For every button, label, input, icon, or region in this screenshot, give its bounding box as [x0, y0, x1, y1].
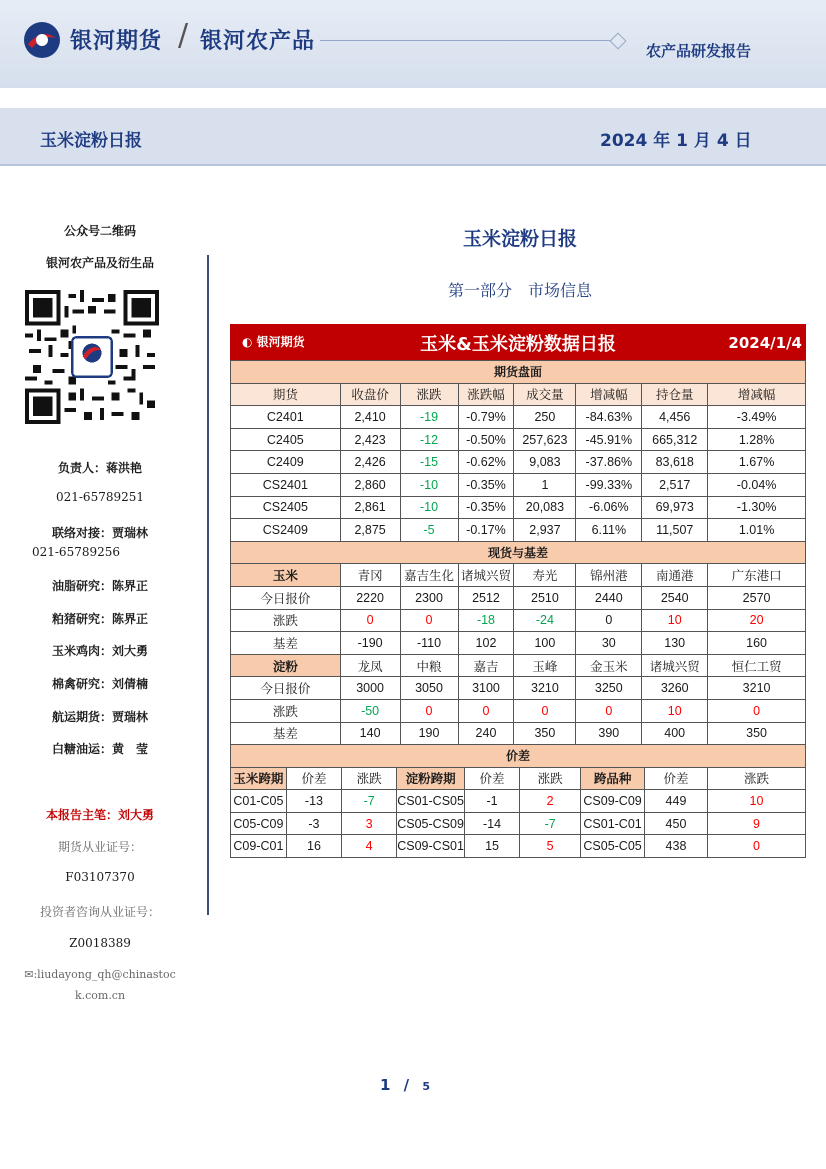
table-cell: -0.35%: [458, 473, 514, 496]
table-cell: 16: [286, 835, 341, 858]
table-cell: -13: [286, 790, 341, 813]
sub-brand-name: 银河农产品: [200, 29, 316, 54]
table-cell: 2,426: [340, 451, 400, 474]
table-cell: 诸城兴贸: [642, 654, 708, 677]
table-cell: 350: [708, 722, 806, 745]
table-cell: 寿光: [514, 564, 576, 587]
table-cell: 0: [576, 699, 642, 722]
starch-row: [231, 722, 806, 745]
table-cell: 2440: [576, 586, 642, 609]
table-cell: 30: [576, 632, 642, 655]
starch-row: [231, 677, 806, 700]
table-cell: 100: [514, 632, 576, 655]
email-line2[interactable]: k.com.cn: [74, 989, 126, 1002]
table-cell: 390: [576, 722, 642, 745]
table-cell: 0: [576, 609, 642, 632]
table-cell: 涨跌: [520, 767, 581, 790]
table-cell: 3100: [458, 677, 514, 700]
table-cell: 今日报价: [231, 677, 341, 700]
banner-date: 2024/1/4: [728, 334, 802, 352]
table-cell: 400: [642, 722, 708, 745]
section-header-spread: [231, 745, 806, 768]
galaxy-logo-icon: [22, 20, 62, 60]
table-cell: -5: [400, 519, 458, 542]
table-cell: 2220: [340, 586, 400, 609]
spread-row: [231, 790, 806, 813]
table-cell: 240: [458, 722, 514, 745]
table-cell: 2,875: [340, 519, 400, 542]
table-cell: 3260: [642, 677, 708, 700]
table-cell: 0: [458, 699, 514, 722]
table-cell: -84.63%: [576, 406, 642, 429]
table-cell: 3050: [400, 677, 458, 700]
futures-row: [231, 406, 806, 429]
table-cell: 嘉吉: [458, 654, 514, 677]
table-cell: 15: [464, 835, 519, 858]
table-cell: -3: [286, 812, 341, 835]
table-cell: -99.33%: [576, 473, 642, 496]
table-cell: 4: [342, 835, 397, 858]
table-cell: 价差: [645, 767, 708, 790]
table-cell: 10: [707, 790, 805, 813]
email-line1[interactable]: ✉:liudayong_qh@chinastoc: [24, 968, 176, 981]
table-cell: 淀粉跨期: [397, 767, 465, 790]
starch-header-row: [231, 654, 806, 677]
contact-oil: 油脂研究：陈界正: [51, 579, 149, 593]
contact-phone: 021-65789251: [55, 490, 145, 504]
table-cell: -0.35%: [458, 496, 514, 519]
table-cell: 基差: [231, 722, 341, 745]
table-cell: -0.50%: [458, 428, 514, 451]
table-cell: 2,423: [340, 428, 400, 451]
table-cell: -0.62%: [458, 451, 514, 474]
contact-corn: 玉米鸡肉：刘大勇: [51, 644, 149, 658]
spread-header-row: [231, 767, 806, 790]
table-cell: 涨跌: [231, 699, 341, 722]
table-cell: 2570: [708, 586, 806, 609]
table-cell: 2510: [514, 586, 576, 609]
table-cell: -24: [514, 609, 576, 632]
table-cell: CS2401: [231, 473, 341, 496]
table-cell: -12: [400, 428, 458, 451]
table-cell: 190: [400, 722, 458, 745]
report-type: 农产品研发报告: [646, 42, 752, 60]
table-cell: 3000: [340, 677, 400, 700]
table-cell: 2512: [458, 586, 514, 609]
table-cell: 持仓量: [642, 383, 708, 406]
table-cell: C2401: [231, 406, 341, 429]
table-cell: 锦州港: [576, 564, 642, 587]
table-cell: -190: [340, 632, 400, 655]
table-cell: 20,083: [514, 496, 576, 519]
table-cell: 价差: [286, 767, 341, 790]
table-cell: C2409: [231, 451, 341, 474]
table-cell: 2,861: [340, 496, 400, 519]
starch-row: [231, 699, 806, 722]
table-cell: C01-C05: [231, 790, 287, 813]
table-cell: -19: [400, 406, 458, 429]
qr-title: 公众号二维码: [63, 224, 136, 238]
table-cell: 2: [520, 790, 581, 813]
table-cell: 2,860: [340, 473, 400, 496]
author: 本报告主笔：刘大勇: [45, 808, 154, 822]
table-cell: 恒仁工贸: [708, 654, 806, 677]
table-cell: 增减幅: [708, 383, 806, 406]
data-banner: [230, 324, 806, 360]
table-cell: C09-C01: [231, 835, 287, 858]
table-cell: 6.11%: [576, 519, 642, 542]
table-cell: -45.91%: [576, 428, 642, 451]
table-cell: 5: [520, 835, 581, 858]
table-cell: 1.67%: [708, 451, 806, 474]
report-title: 玉米淀粉日报: [40, 131, 142, 151]
table-cell: 4,456: [642, 406, 708, 429]
table-cell: CS05-C05: [581, 835, 645, 858]
main-title: 玉米淀粉日报: [462, 228, 577, 250]
table-cell: -0.17%: [458, 519, 514, 542]
table-cell: 257,623: [514, 428, 576, 451]
table-cell: 250: [514, 406, 576, 429]
contact-sugar: 白糖油运：黄 莹: [51, 742, 149, 756]
table-cell: 0: [340, 609, 400, 632]
table-cell: 350: [514, 722, 576, 745]
table-cell: -10: [400, 496, 458, 519]
futures-row: [231, 451, 806, 474]
futures-row: [231, 519, 806, 542]
table-cell: -0.79%: [458, 406, 514, 429]
table-cell: 价差: [231, 745, 806, 768]
contact-head: 负责人：蒋洪艳: [57, 461, 143, 475]
spread-table: [230, 744, 806, 858]
corn-header-row: [231, 564, 806, 587]
table-cell: 3210: [514, 677, 576, 700]
table-cell: 0: [514, 699, 576, 722]
table-cell: CS09-CS01: [397, 835, 465, 858]
header-rule: [320, 40, 620, 41]
table-cell: -18: [458, 609, 514, 632]
brand-name: 银河期货: [70, 29, 163, 54]
table-cell: 449: [645, 790, 708, 813]
table-cell: -110: [400, 632, 458, 655]
contact-meal: 粕猪研究：陈界正: [51, 612, 149, 626]
table-cell: 价差: [464, 767, 519, 790]
section-header-futures: [231, 361, 806, 384]
table-cell: 0: [400, 699, 458, 722]
spread-row: [231, 835, 806, 858]
page-number: 1 / 5: [380, 1076, 431, 1094]
table-cell: 83,618: [642, 451, 708, 474]
table-cell: -1: [464, 790, 519, 813]
table-cell: -0.04%: [708, 473, 806, 496]
table-cell: 增减幅: [576, 383, 642, 406]
futures-row: [231, 473, 806, 496]
table-cell: 2300: [400, 586, 458, 609]
corn-row: [231, 609, 806, 632]
table-cell: 1: [514, 473, 576, 496]
table-cell: 160: [708, 632, 806, 655]
section-heading: 第一部分 市场信息: [447, 281, 592, 300]
table-cell: 嘉吉生化: [400, 564, 458, 587]
table-cell: 1.01%: [708, 519, 806, 542]
table-cell: CS05-CS09: [397, 812, 465, 835]
table-cell: 20: [708, 609, 806, 632]
table-cell: 130: [642, 632, 708, 655]
header-row: [231, 383, 806, 406]
table-cell: 基差: [231, 632, 341, 655]
corn-row: [231, 632, 806, 655]
invest-cert: Z0018389: [69, 936, 131, 950]
section-header-spot: [231, 541, 806, 564]
table-cell: 金玉米: [576, 654, 642, 677]
table-cell: 9: [707, 812, 805, 835]
contact-shipping: 航运期货：贾瑞林: [51, 710, 149, 724]
table-cell: -10: [400, 473, 458, 496]
contact-phone: 021-65789256: [31, 545, 121, 559]
table-cell: -50: [340, 699, 400, 722]
sidebar-divider: [207, 255, 209, 915]
table-cell: 665,312: [642, 428, 708, 451]
table-cell: 涨跌: [231, 609, 341, 632]
table-cell: 10: [642, 699, 708, 722]
table-cell: 南通港: [642, 564, 708, 587]
table-cell: -6.06%: [576, 496, 642, 519]
table-cell: 今日报价: [231, 586, 341, 609]
spread-row: [231, 812, 806, 835]
table-cell: -7: [520, 812, 581, 835]
brand-divider: /: [178, 18, 189, 53]
invest-cert-label: 投资者咨询从业证号：: [39, 905, 160, 919]
table-cell: 140: [340, 722, 400, 745]
table-cell: -3.49%: [708, 406, 806, 429]
table-cell: 广东港口: [708, 564, 806, 587]
table-cell: -15: [400, 451, 458, 474]
table-cell: 3250: [576, 677, 642, 700]
banner-title: 玉米&玉米淀粉数据日报: [420, 334, 616, 355]
table-cell: 现货与基差: [231, 541, 806, 564]
table-cell: -14: [464, 812, 519, 835]
table-cell: 11,507: [642, 519, 708, 542]
table-cell: 收盘价: [340, 383, 400, 406]
table-cell: 龙凤: [340, 654, 400, 677]
contact-cotton: 棉禽研究：刘倩楠: [51, 677, 149, 691]
table-cell: 青冈: [340, 564, 400, 587]
qr-code-icon: [24, 290, 160, 424]
table-cell: CS2409: [231, 519, 341, 542]
table-cell: 0: [708, 699, 806, 722]
table-cell: 中粮: [400, 654, 458, 677]
table-cell: 2540: [642, 586, 708, 609]
table-cell: 450: [645, 812, 708, 835]
table-cell: 3: [342, 812, 397, 835]
table-cell: 2,517: [642, 473, 708, 496]
futures-cert: F03107370: [65, 870, 135, 884]
contact-liaison: 联络对接：贾瑞林: [51, 526, 149, 540]
table-cell: 2,937: [514, 519, 576, 542]
table-cell: 1.28%: [708, 428, 806, 451]
table-cell: 玉峰: [514, 654, 576, 677]
table-cell: 期货盘面: [231, 361, 806, 384]
table-cell: 0: [707, 835, 805, 858]
table-cell: CS01-C01: [581, 812, 645, 835]
table-cell: CS01-CS05: [397, 790, 465, 813]
table-cell: 9,083: [514, 451, 576, 474]
table-cell: 3210: [708, 677, 806, 700]
table-cell: 2,410: [340, 406, 400, 429]
corn-row: [231, 586, 806, 609]
market-table: [230, 360, 806, 745]
table-cell: 69,973: [642, 496, 708, 519]
table-cell: -7: [342, 790, 397, 813]
table-cell: 438: [645, 835, 708, 858]
table-cell: 期货: [231, 383, 341, 406]
table-cell: 跨品种: [581, 767, 645, 790]
table-cell: 淀粉: [231, 654, 341, 677]
futures-row: [231, 496, 806, 519]
table-cell: C2405: [231, 428, 341, 451]
table-cell: 诸城兴贸: [458, 564, 514, 587]
report-date: 2024 年 1 月 4 日: [600, 131, 752, 151]
table-cell: CS2405: [231, 496, 341, 519]
table-cell: -1.30%: [708, 496, 806, 519]
table-cell: -37.86%: [576, 451, 642, 474]
futures-row: [231, 428, 806, 451]
table-cell: 102: [458, 632, 514, 655]
qr-subtitle: 银河农产品及衍生品: [45, 256, 154, 270]
table-cell: 玉米: [231, 564, 341, 587]
table-cell: 0: [400, 609, 458, 632]
table-cell: 涨跌: [707, 767, 805, 790]
table-cell: CS09-C09: [581, 790, 645, 813]
table-cell: 涨跌: [400, 383, 458, 406]
table-cell: 涨跌幅: [458, 383, 514, 406]
banner-logo: ◐ 银河期货: [242, 335, 305, 349]
table-cell: 成交量: [514, 383, 576, 406]
table-cell: 涨跌: [342, 767, 397, 790]
table-cell: 玉米跨期: [231, 767, 287, 790]
futures-cert-label: 期货从业证号：: [57, 840, 142, 854]
table-cell: C05-C09: [231, 812, 287, 835]
table-cell: 10: [642, 609, 708, 632]
